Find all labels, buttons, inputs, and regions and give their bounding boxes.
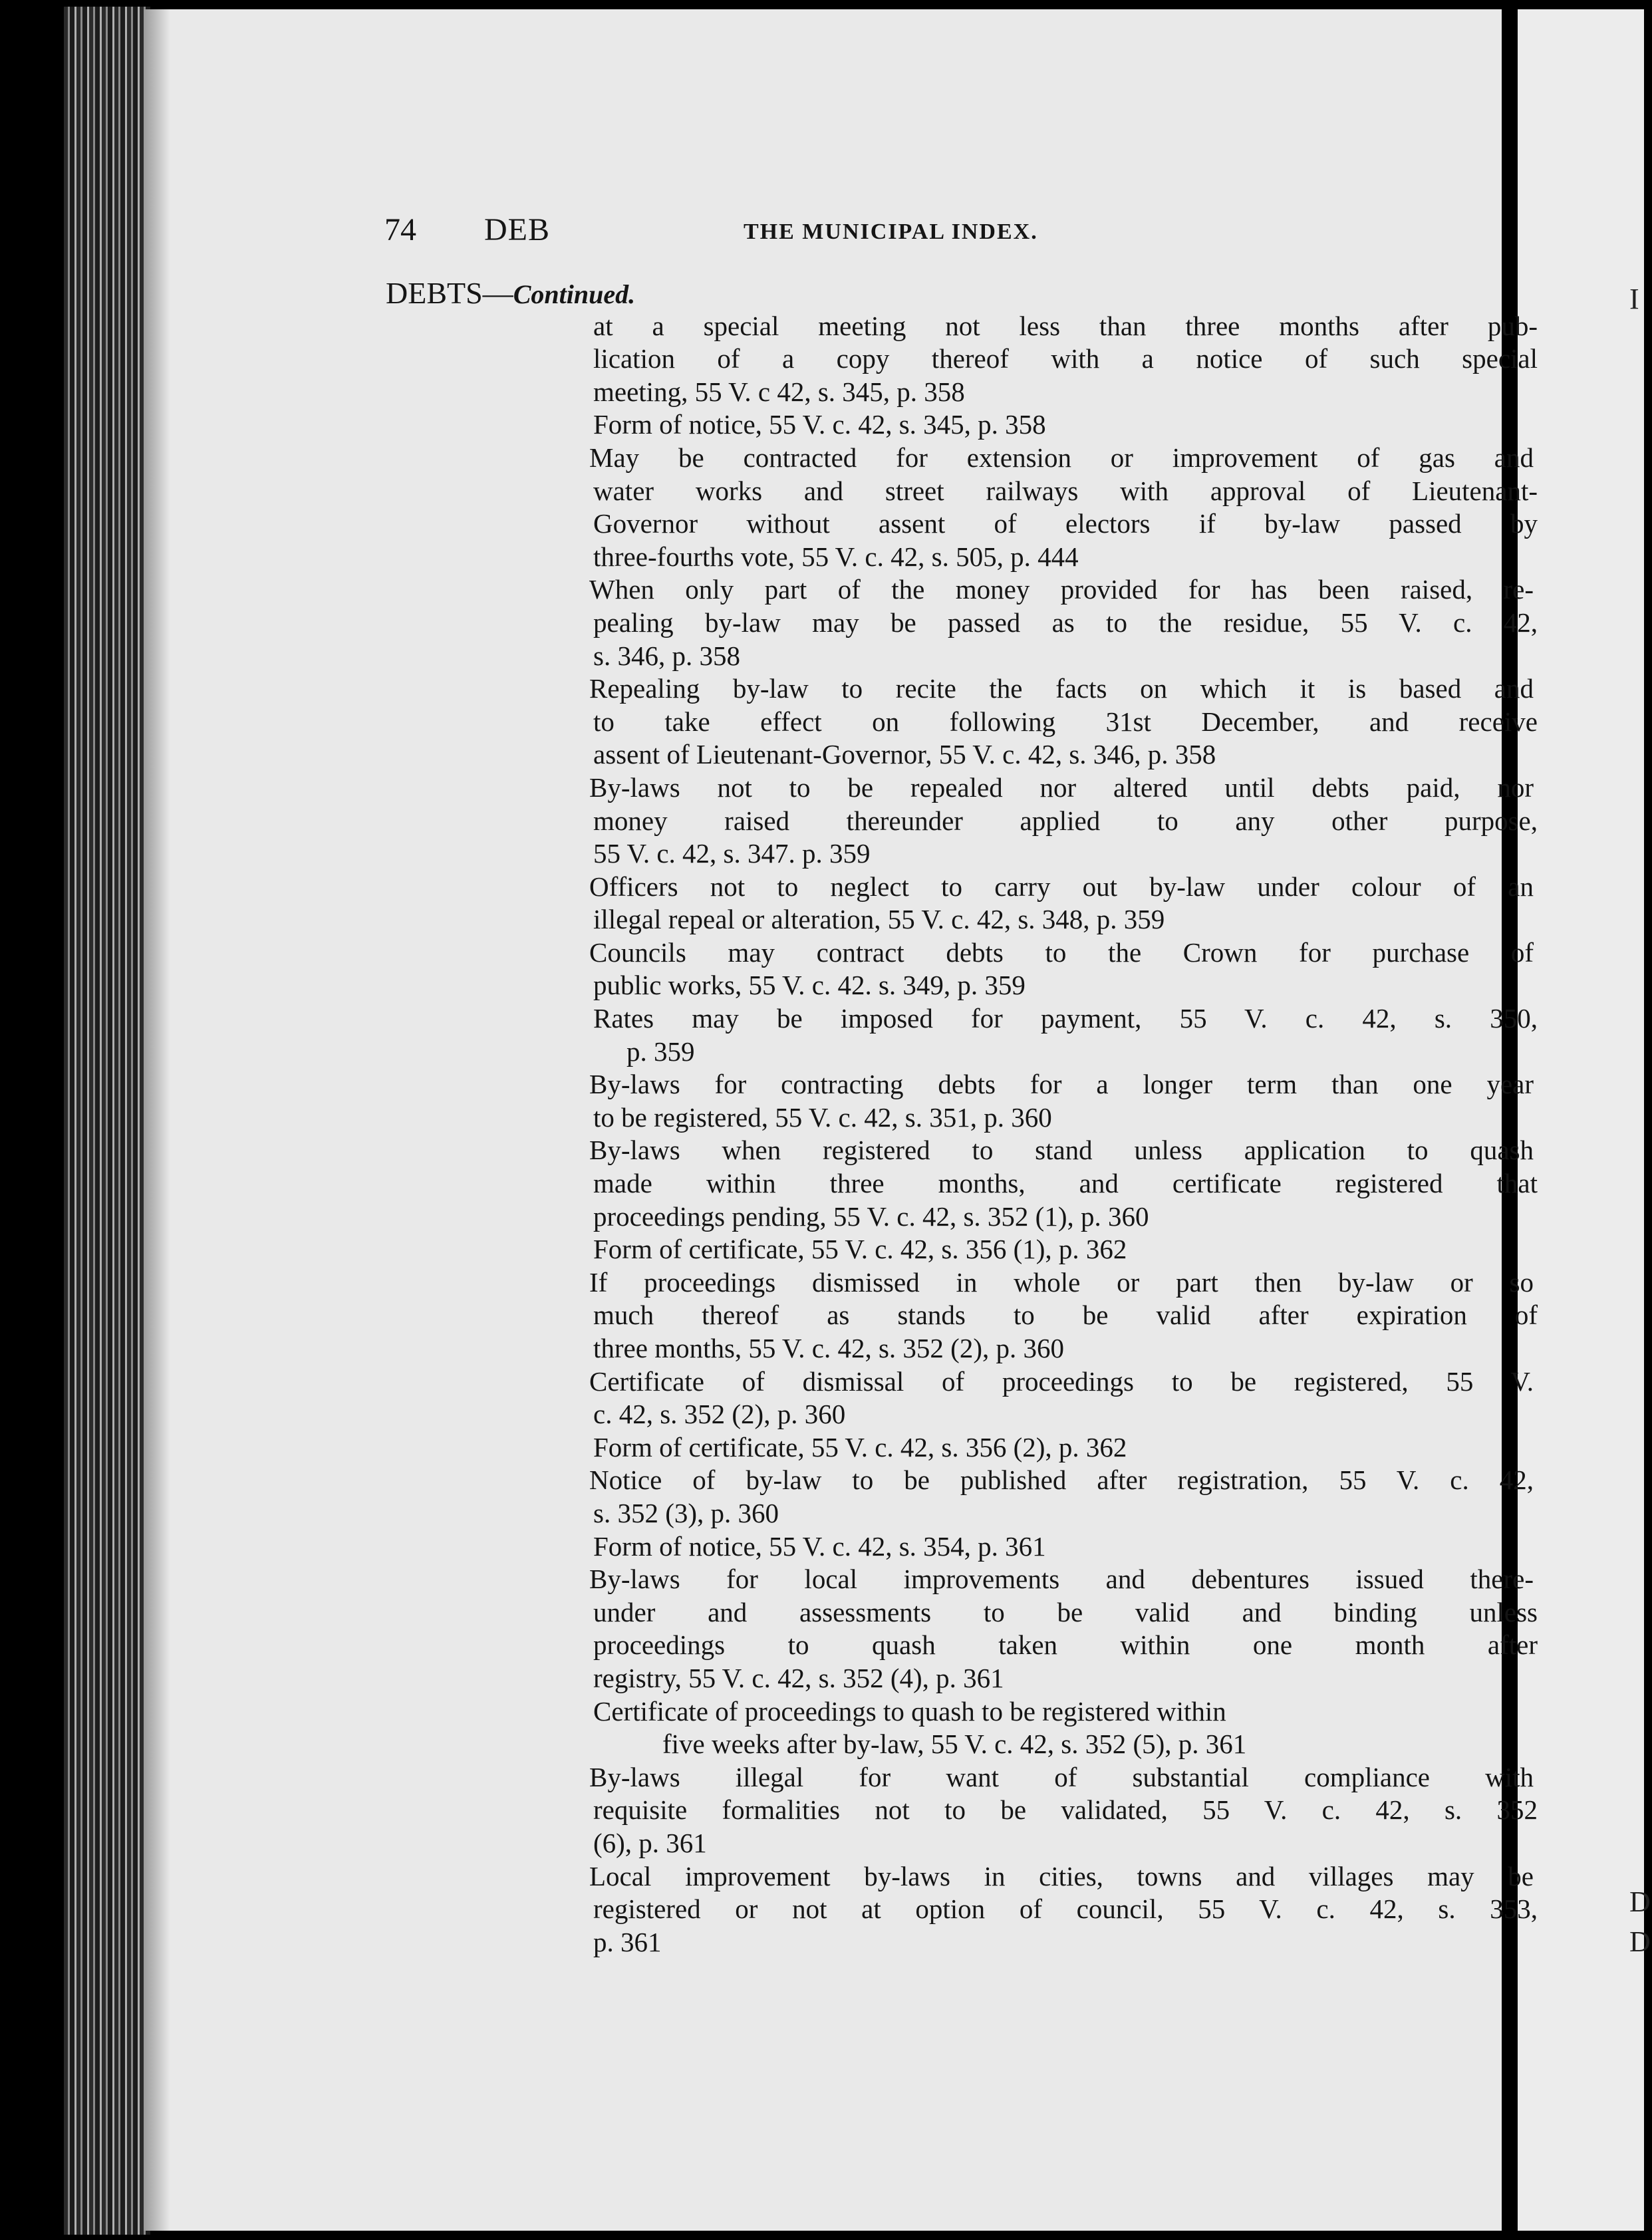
entry-line: proceedings to quash taken within one month after [593,1629,1538,1661]
entry-line: By-laws illegal for want of substantial compliance with [589,1761,1534,1792]
entry-line: c. 42, s. 352 (2), p. 360 [593,1399,846,1430]
entry-line: By-laws for local improvements and debentures issued there- [589,1564,1534,1595]
entry-line: Notice of by-law to be published after registration, 55 V. c. 42, [589,1465,1534,1496]
page-number: 74 [384,212,416,247]
entry-line: pealing by-law may be passed as to the residue, 55 V. c. 42, [593,607,1538,638]
running-header [384,211,1422,258]
entry-line: May be contracted for extension or improvement of gas and [589,442,1534,473]
entry-line: Governor without assent of electors if by-law passed by [593,508,1538,539]
entry-line: By-laws for contracting debts for a longer term than one year [589,1069,1534,1100]
entry-line: s. 352 (3), p. 360 [593,1497,779,1528]
heading-label: DEBTS— [386,276,513,310]
entry-line: Councils may contract debts to the Crown for purchase of [589,936,1534,968]
entry-line: public works, 55 V. c. 42. s. 349, p. 359 [593,970,1026,1001]
facing-letter: D [1629,1886,1651,1918]
entry-line: three-fourths vote, 55 V. c. 42, s. 505, p. 444 [593,541,1079,572]
entry-line: lication of a copy thereof with a notice of such special [593,343,1538,374]
entry-line: Repealing by-law to recite the facts on which it is based and [589,673,1534,704]
entry-line: Form of notice, 55 V. c. 42, s. 354, p. 361 [593,1530,1046,1562]
entry-line: three months, 55 V. c. 42, s. 352 (2), p. 360 [593,1333,1064,1363]
entry-line: By-laws when registered to stand unless application to quash [589,1135,1534,1166]
entry-line: Rates may be imposed for payment, 55 V. c. 42, s. 350, [593,1003,1538,1034]
entry-line: By-laws not to be repealed nor altered until debts paid, nor [589,771,1534,803]
heading-continued: Continued. [513,279,636,309]
entry-line: illegal repeal or alteration, 55 V. c. 42, s. 348, p. 359 [593,904,1165,935]
index-key: DEB [484,212,550,247]
entry-line: (6), p. 361 [593,1827,707,1858]
entry-line: registry, 55 V. c. 42, s. 352 (4), p. 361 [593,1662,1004,1693]
entry-line: p. 361 [593,1926,662,1957]
entry-line: Officers not to neglect to carry out by-law under colour of an [589,871,1534,902]
index-entries [386,276,1538,1959]
entry-line: proceedings pending, 55 V. c. 42, s. 352 (1), p. 360 [593,1200,1149,1232]
entry-line: under and assessments to be valid and binding unless [593,1596,1538,1627]
gutter-shadow [144,9,170,2231]
entry-line: requisite formalities not to be validated, 55 V. c. 42, s. 352 [593,1794,1538,1826]
book-title: THE MUNICIPAL INDEX. [744,219,1038,244]
entry-line: p. 359 [626,1036,695,1067]
entry-line: Form of notice, 55 V. c. 42, s. 345, p. 358 [593,409,1046,440]
entry-line: to take effect on following 31st December, and receive [593,706,1538,737]
entry-line: much thereof as stands to be valid after expiration of [593,1300,1538,1331]
facing-letter: D [1629,1925,1651,1958]
entry-line: When only part of the money provided for has been raised, re- [589,574,1534,605]
entry-line: Form of certificate, 55 V. c. 42, s. 356 (2), p. 362 [593,1431,1127,1463]
facing-letter: I [1629,283,1639,315]
entry-line: If proceedings dismissed in whole or part then by-law or so [589,1266,1534,1298]
entry-line: s. 346, p. 358 [593,640,740,671]
section-heading [386,277,1437,310]
entry-line: 55 V. c. 42, s. 347. p. 359 [593,838,871,869]
entry-line: to be registered, 55 V. c. 42, s. 351, p. 360 [593,1101,1052,1133]
entry-line: Certificate of dismissal of proceedings to be registered, 55 V. [589,1365,1534,1397]
entry-line: Local improvement by-laws in cities, towns and villages may be [589,1860,1534,1891]
entry-line: assent of Lieutenant-Governor, 55 V. c. 42, s. 346, p. 358 [593,739,1216,770]
entry-line: money raised thereunder applied to any other purpose, [593,805,1538,836]
entry-line: registered or not at option of council, 55 V. c. 42, s. 353, [593,1893,1538,1925]
page-edges [64,7,150,2235]
entry-line: water works and street railways with approval of Lieutenant- [593,475,1538,506]
entry-line: five weeks after by-law, 55 V. c. 42, s. 352 (5), p. 361 [662,1729,1247,1760]
entry-line: Certificate of proceedings to quash to be registered within [593,1695,1226,1727]
entry-line: made within three months, and certificate registered that [593,1168,1538,1199]
entry-line: meeting, 55 V. c 42, s. 345, p. 358 [593,376,965,407]
entry-line: at a special meeting not less than three months after pub- [593,310,1538,341]
entry-line: Form of certificate, 55 V. c. 42, s. 356 (1), p. 362 [593,1234,1127,1265]
